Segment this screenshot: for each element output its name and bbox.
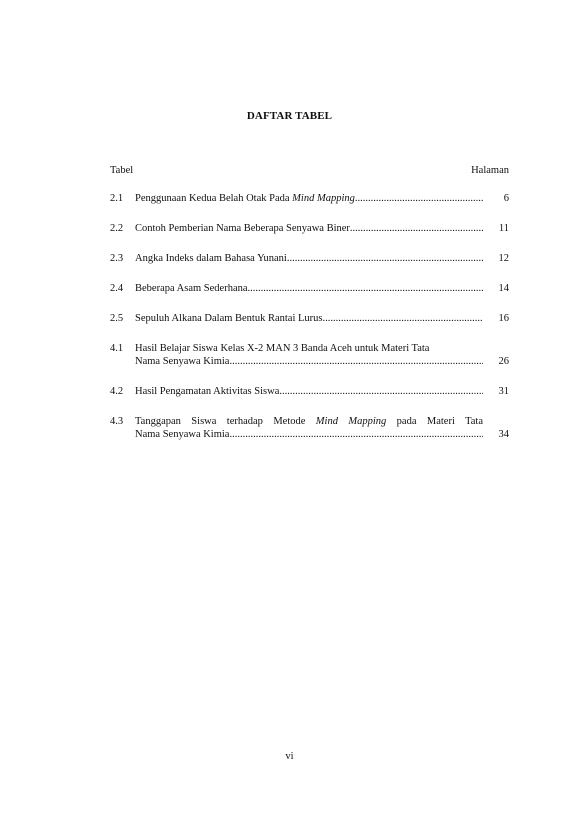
entry-page-number: 12	[498, 253, 509, 264]
dot-leader	[350, 222, 483, 235]
dot-leader	[287, 252, 483, 265]
entry-number: 2.3	[110, 253, 124, 264]
dot-leader	[229, 355, 483, 368]
page-title: DAFTAR TABEL	[246, 110, 333, 122]
entry-title: Sepuluh Alkana Dalam Bentuk Rantai Lurus	[135, 313, 323, 324]
page-number: vi	[285, 751, 294, 762]
entry-page-number: 14	[498, 283, 509, 294]
entry-title-line-1: Tanggapan Siswa terhadap Metode Mind Mapping pada Materi Tata	[135, 416, 484, 427]
toc-entry[interactable]	[110, 415, 509, 441]
column-header-table: Tabel	[110, 165, 134, 176]
entry-title: Hasil Pengamatan Aktivitas Siswa	[135, 386, 280, 397]
toc-entry[interactable]	[110, 192, 509, 205]
entry-title-line-2: Nama Senyawa Kimia	[135, 429, 230, 440]
entry-number: 4.2	[110, 386, 124, 397]
toc-entry[interactable]	[110, 252, 509, 265]
table-of-tables	[110, 192, 509, 458]
toc-entry[interactable]	[110, 312, 509, 325]
entry-page-number: 31	[498, 386, 509, 397]
entry-title-line-2: Nama Senyawa Kimia	[135, 356, 230, 367]
dot-leader	[279, 385, 483, 398]
entry-title: Penggunaan Kedua Belah Otak Pada Mind Mapping	[135, 193, 355, 204]
entry-number: 2.2	[110, 223, 124, 234]
dot-leader	[355, 192, 483, 205]
entry-page-number: 11	[498, 223, 509, 234]
entry-title: Contoh Pemberian Nama Beberapa Senyawa Biner	[135, 223, 350, 234]
entry-number: 2.5	[110, 313, 124, 324]
toc-entry[interactable]	[110, 282, 509, 295]
dot-leader	[248, 282, 483, 295]
entry-page-number: 34	[498, 429, 509, 440]
column-headers	[110, 165, 509, 176]
toc-entry[interactable]	[110, 342, 509, 368]
dot-leader	[229, 428, 483, 441]
entry-page-number: 16	[498, 313, 509, 324]
entry-page-number: 6	[503, 193, 509, 204]
column-header-page: Halaman	[471, 165, 509, 176]
entry-title: Beberapa Asam Sederhana	[135, 283, 248, 294]
entry-number: 4.1	[110, 343, 124, 354]
entry-number: 2.4	[110, 283, 124, 294]
entry-title-line-1: Hasil Belajar Siswa Kelas X-2 MAN 3 Banda Aceh untuk Materi Tata	[135, 343, 430, 354]
entry-number: 4.3	[110, 416, 124, 427]
toc-entry[interactable]	[110, 222, 509, 235]
entry-number: 2.1	[110, 193, 124, 204]
entry-page-number: 26	[498, 356, 509, 367]
toc-entry[interactable]	[110, 385, 509, 398]
dot-leader	[323, 312, 483, 325]
entry-title: Angka Indeks dalam Bahasa Yunani	[135, 253, 287, 264]
